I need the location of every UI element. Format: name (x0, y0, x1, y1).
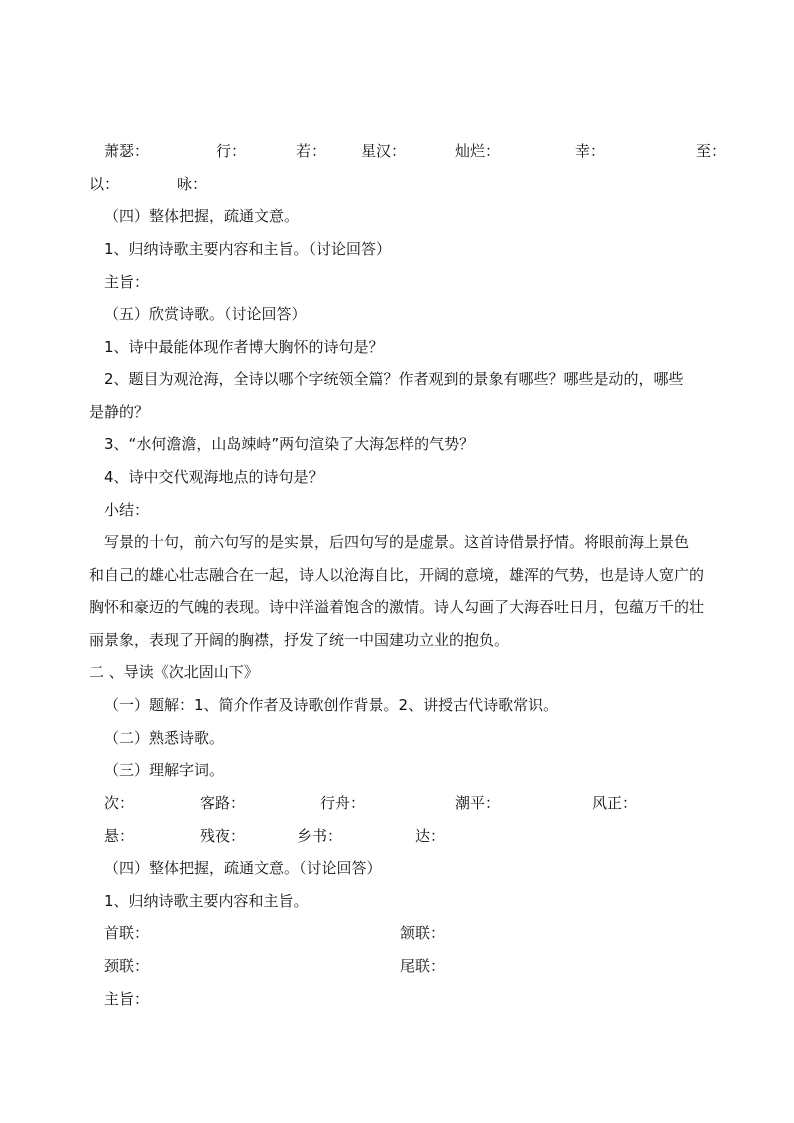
section-title: 二 、导读《次北固山下》 (89, 663, 259, 681)
section-heading: （五）欣赏诗歌。（讨论回答） (104, 305, 307, 323)
vocab-term: 若： (296, 142, 327, 160)
question: 1、归纳诗歌主要内容和主旨。（讨论回答） (104, 240, 392, 258)
vocab-term: 潮平： (455, 794, 501, 812)
vocab-term: 萧瑟： (104, 142, 150, 160)
question: 1、归纳诗歌主要内容和主旨。 (104, 892, 309, 910)
section-heading: （四）整体把握，疏通文意。（讨论回答） (104, 859, 382, 877)
question: 4、诗中交代观海地点的诗句是？ (104, 468, 324, 486)
vocab-term: 灿烂： (455, 142, 501, 160)
question: 3、“水何澹澹，山岛竦峙”两句渲染了大海怎样的气势？ (104, 435, 475, 453)
vocab-term: 至： (696, 142, 727, 160)
summary-text: 胸怀和豪迈的气魄的表现。诗中洋溢着饱含的激情。诗人勾画了大海吞吐日月，包蕴万千的壮 (89, 598, 705, 616)
question: 1、诗中最能体现作者博大胸怀的诗句是？ (104, 338, 384, 356)
summary-label: 小结： (104, 501, 150, 519)
vocab-term: 风正： (592, 794, 638, 812)
theme-label: 主旨： (104, 273, 150, 291)
question: 2、题目为观沧海，全诗以哪个字统领全篇？作者观到的景象有哪些？哪些是动的，哪些 (104, 370, 684, 388)
vocab-term: 达： (415, 827, 446, 845)
couplet-label: 颈联： (104, 957, 150, 975)
vocab-term: 乡书： (297, 827, 343, 845)
vocab-term: 星汉： (361, 142, 407, 160)
summary-text: 和自己的雄心壮志融合在一起，诗人以沧海自比，开阔的意境，雄浑的气势，也是诗人宽广的 (89, 566, 705, 584)
summary-text: 丽景象，表现了开阔的胸襟，抒发了统一中国建功立业的抱负。 (89, 631, 510, 649)
section-heading: （四）整体把握，疏通文意。 (104, 207, 300, 225)
vocab-term: 行： (216, 142, 247, 160)
couplet-label: 首联： (104, 924, 150, 942)
vocab-term: 客路： (200, 794, 246, 812)
section-heading: （二）熟悉诗歌。 (104, 729, 225, 747)
vocab-term: 以： (89, 175, 120, 193)
section-heading: （一）题解：1、简介作者及诗歌创作背景。2、讲授古代诗歌常识。 (104, 696, 559, 714)
vocab-term: 残夜： (200, 827, 246, 845)
couplet-label: 颔联： (400, 924, 446, 942)
theme-label: 主旨： (104, 990, 150, 1008)
section-heading: （三）理解字词。 (104, 761, 225, 779)
couplet-label: 尾联： (400, 957, 446, 975)
vocab-term: 幸： (575, 142, 606, 160)
vocab-term: 行舟： (320, 794, 366, 812)
vocab-term: 次： (104, 794, 135, 812)
vocab-term: 悬： (104, 827, 135, 845)
vocab-term: 咏： (177, 175, 208, 193)
question: 是静的？ (89, 403, 150, 421)
summary-text: 写景的十句，前六句写的是实景，后四句写的是虚景。这首诗借景抒情。将眼前海上景色 (104, 533, 690, 551)
